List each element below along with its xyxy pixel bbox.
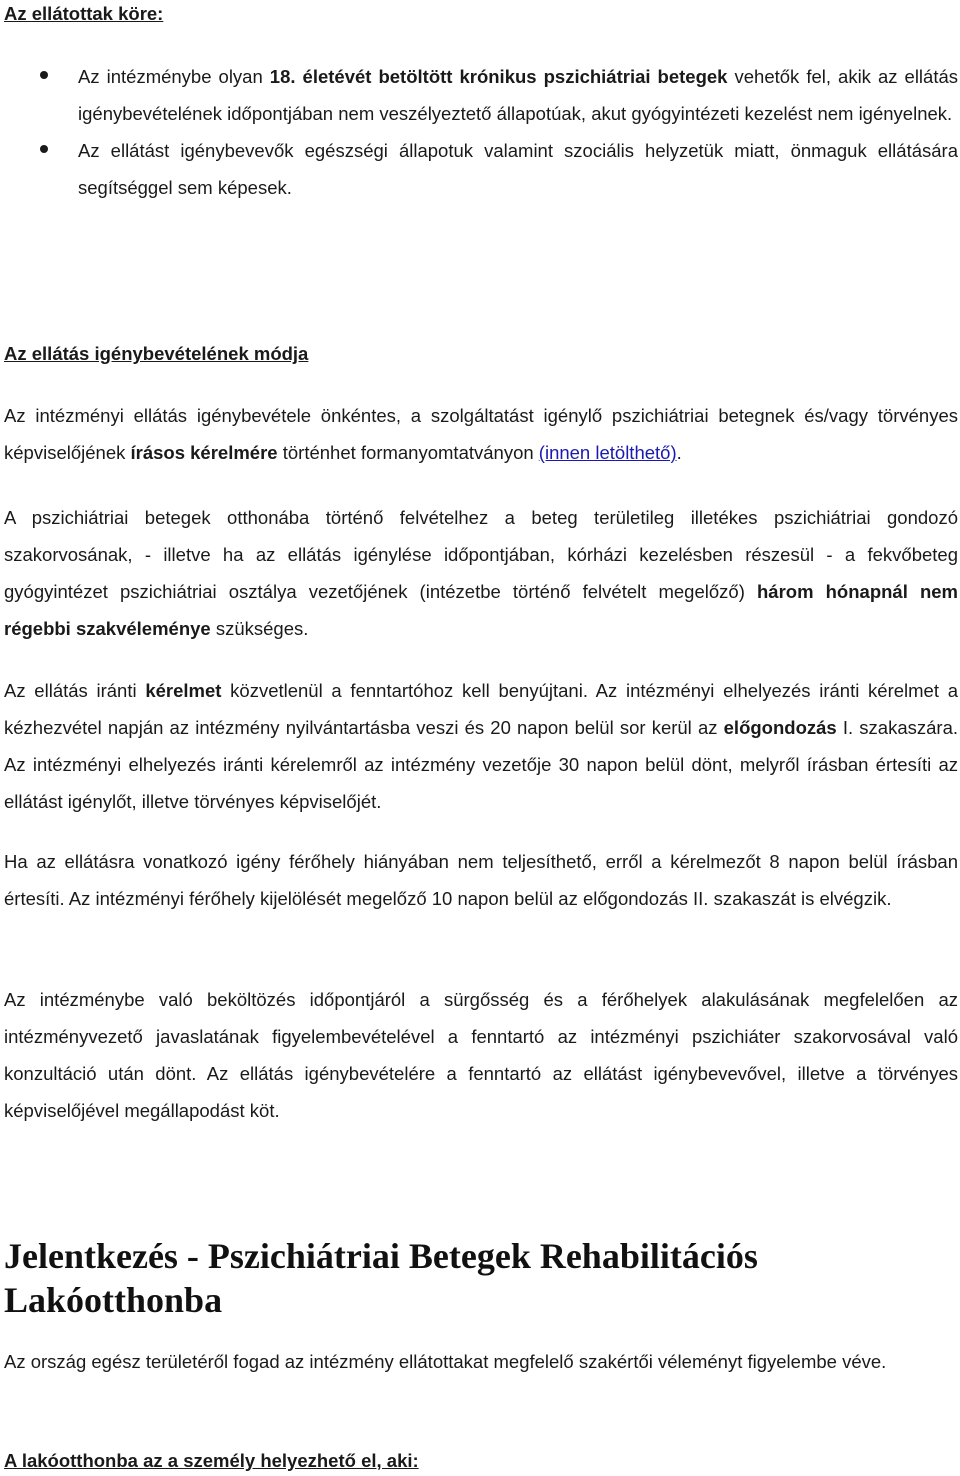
paragraph-text: Ha az ellátásra vonatkozó igény férőhely hiányában nem teljesíthető, erről a kérelmezőt 8 napon belül írásban értesíti. Az intézményi férőhely kijelölését megelőző 10 napon belül az előgondozás II. szakaszát is elvégzik. (4, 851, 958, 909)
section-heading-lakootthon: A lakóotthonba az a személy helyezhető el, aki: (4, 1450, 419, 1471)
list-item-text: Az intézménybe olyan (78, 66, 270, 87)
page-title-jelentkezes: Jelentkezés - Pszichiátriai Betegek Rehabilitációs Lakóotthonba (4, 1236, 758, 1320)
paragraph-text: . (676, 442, 682, 463)
paragraph-text: történhet formanyomtatványon (277, 442, 539, 463)
paragraph-bold-text: előgondozás (723, 717, 837, 738)
list-item-bold-text: 18. életévét betöltött krónikus pszichiátriai betegek (269, 66, 728, 87)
list-item-text: Az ellátást igénybevevők egészségi állapotuk valamint szociális helyzetük miatt, önmaguk ellátására segítséggel sem képesek. (78, 140, 958, 198)
paragraph-bold-text: három hónapnál nem régebbi szakvéleménye (4, 581, 959, 639)
section-heading-igenybevetel: Az ellátás igénybevételének módja (4, 343, 309, 364)
eligibility-list (4, 58, 958, 206)
paragraph-text: Az ország egész területéről fogad az intézmény ellátottakat megfelelő szakértői véleményt figyelembe véve. (4, 1351, 887, 1372)
list-item-text: vehetők fel, akik az ellátás igénybevételének időpontjában nem veszélyeztető állapotúak, akut gyógyintézeti kezelést nem igényelnek. (78, 66, 959, 124)
paragraph-ferohely (4, 843, 958, 917)
download-form-link[interactable]: (innen letölthető) (538, 442, 677, 463)
paragraph-orszag (4, 1343, 958, 1380)
paragraph-text: A pszichiátriai betegek otthonába történő felvételhez a beteg területileg illetékes pszichiátriai gondozó szakorvosának, - illetve ha az ellátás igénylése időpontjában, kórházi kezelésben részesül - a fekvőbeteg gyógyintézet pszichiátriai osztálya vezetőjének (intézetbe történő felvételt megelőző) (4, 507, 958, 602)
paragraph-text: Az intézménybe való beköltözés időpontjáról a sürgősség és a férőhelyek alakulásának megfelelően az intézményvezető javaslatának figyelembevételével a fenntartó az intézményi pszichiáter szakorvosával való konzultáció után dönt. Az ellátás igénybevételére a fenntartó az ellátást igénybevevővel, illetve a törvényes képviselőjével megállapodást köt. (4, 989, 958, 1121)
paragraph-text: Az ellátás iránti (4, 680, 146, 701)
paragraph-bekoltozes (4, 981, 958, 1129)
paragraph-szakvelemeny (4, 499, 958, 647)
paragraph-bold-text: kérelmet (145, 680, 222, 701)
paragraph-text: közvetlenül a fenntartóhoz kell benyújtani. Az intézményi elhelyezés iránti kérelmet a kézhezvétel napján az intézmény nyilvántartásba veszi és 20 napon belül sor kerül az (4, 680, 958, 738)
list-item (4, 58, 958, 132)
bullet-icon (40, 145, 48, 153)
section-ellatottak (4, 2, 958, 26)
paragraph-text: I. szakaszára. Az intézményi elhelyezés iránti kérelemről az intézmény vezetője 30 napon belül dönt, melyről írásban értesíti az ellátást igénylőt, illetve törvényes képviselőjét. (4, 717, 958, 812)
paragraph-text: Az intézményi ellátás igénybevétele önkéntes, a szolgáltatást igénylő pszichiátriai betegnek és/vagy törvényes képviselőjének (4, 405, 958, 463)
paragraph-text: szükséges. (210, 618, 309, 639)
paragraph-kerelem (4, 672, 958, 820)
bullet-icon (40, 71, 48, 79)
paragraph-onkentes (4, 397, 958, 471)
section-heading-ellatottak: Az ellátottak köre: (4, 3, 164, 24)
paragraph-bold-text: írásos kérelmére (130, 442, 278, 463)
list-item (4, 132, 958, 206)
